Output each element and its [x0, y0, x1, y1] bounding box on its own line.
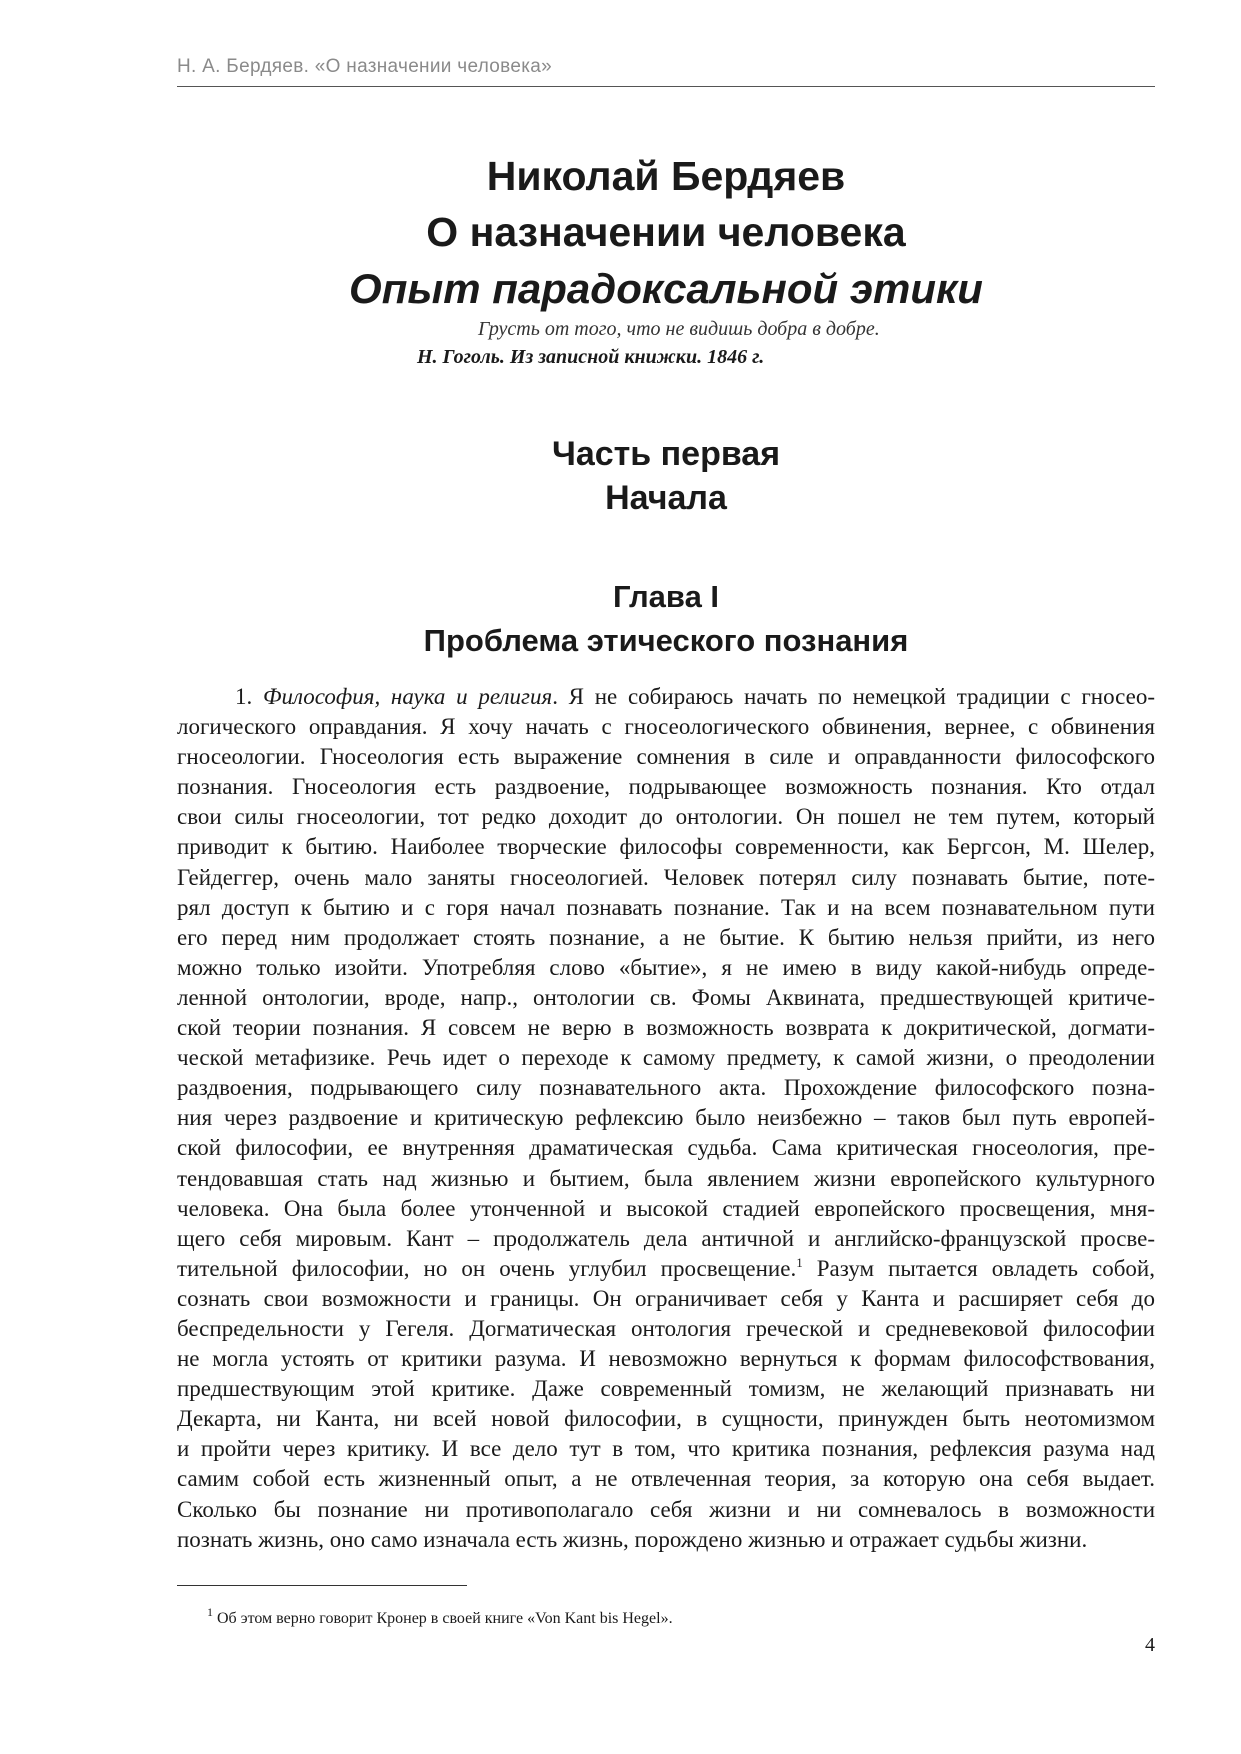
body-line: ской философии, ее внутренняя драматическая судьба. Сама критическая гносеология, пре-: [177, 1135, 1155, 1161]
chapter-name: Проблема этического познания: [423, 623, 909, 658]
body-line: раздвоения, подрывающего силу познавательного акта. Прохождение философского позна-: [177, 1075, 1155, 1101]
body-line: самим собой есть жизненный опыт, а не отвлеченная теория, за которую она себя выдает.: [177, 1466, 1155, 1492]
body-line: можно только изойти. Употребляя слово «бытие», я не имею в виду какой-нибудь опреде-: [177, 954, 1155, 980]
running-header: Н. А. Бердяев. «О назначении человека»: [177, 56, 552, 77]
body-line: тендовавшая стать над жизнью и бытием, была явлением жизни европейского культурного: [177, 1165, 1155, 1191]
body-paragraph: [177, 682, 1155, 1555]
footnote-number: 1: [207, 1605, 213, 1619]
book-subtitle: Опыт парадоксальной этики: [349, 265, 983, 312]
body-line: ской теории познания. Я совсем не верю в возможность возврата к докритической, догмати-: [177, 1015, 1155, 1041]
header-rule: [177, 86, 1155, 87]
part-label: Часть первая: [551, 435, 781, 473]
body-line: и пройти через критику. И все дело тут в том, что критика познания, рефлексия разума над: [177, 1436, 1155, 1462]
page-number: 4: [1145, 1634, 1155, 1656]
footnote: [207, 1605, 673, 1628]
section-title: Философия, наука и религия: [262, 684, 553, 709]
first-line-rest: . Я не собираюсь начать по немецкой традиции с гносео-: [552, 684, 1156, 709]
body-line: ленной онтологии, вроде, напр., онтологии св. Фомы Аквината, предшествующей критиче-: [177, 984, 1155, 1010]
body-line: Гейдеггер, очень мало заняты гносеологией. Человек потерял силу познавать бытие, поте-: [177, 864, 1155, 890]
body-line-with-footnote: [177, 1254, 1155, 1284]
body-line: Сколько бы познание ни противополагало себя жизни и ни сомневалось в возможности: [177, 1496, 1155, 1522]
author-name: Николай Бердяев: [486, 153, 846, 199]
chapter-label: Глава I: [612, 579, 720, 614]
body-line: предшествующим этой критике. Даже современный томизм, не желающий признавать ни: [177, 1376, 1155, 1402]
section-number: 1.: [235, 684, 253, 709]
body-line: сознать свои возможности и границы. Он ограничивает себя у Канта и расширяет себя до: [177, 1285, 1155, 1311]
line-text: Разум пытается овладеть собой,: [802, 1255, 1155, 1281]
body-line: Декарта, ни Канта, ни всей новой философии, в сущности, принужден быть неотомизмом: [177, 1406, 1155, 1432]
body-line: свои силы гносеологии, тот редко доходит до онтологии. Он пошел не тем путем, который: [177, 804, 1155, 830]
footnote-text: Об этом верно говорит Кронер в своей книге «Von Kant bis Hegel».: [217, 1610, 673, 1627]
title-block: [177, 148, 1155, 318]
part-name: Начала: [605, 479, 727, 517]
book-title: О назначении человека: [426, 209, 906, 255]
epigraph-text: Грусть от того, что не видишь добра в добре.: [478, 318, 880, 340]
body-line: ния через раздвоение и критическую рефлексию было неизбежно – таков был путь европей-: [177, 1105, 1155, 1131]
epigraph-attribution: Н. Гоголь. Из записной книжки. 1846 г.: [417, 346, 765, 368]
footnote-reference[interactable]: 1: [796, 1254, 803, 1270]
body-line: беспредельности у Гегеля. Догматическая онтология греческой и средневековой философии: [177, 1315, 1155, 1341]
body-line: рял доступ к бытию и с горя начал познавать познание. Так и на всем познавательном пути: [177, 894, 1155, 920]
body-line: познать жизнь, оно само изначала есть жизнь, порождено жизнью и отражает судьбы жизни.: [177, 1526, 1088, 1552]
body-line: приводит к бытию. Наиболее творческие философы современности, как Бергсон, М. Шелер,: [177, 834, 1155, 860]
body-line: ческой метафизике. Речь идет о переходе к самому предмету, к самой жизни, о преодолении: [177, 1045, 1155, 1071]
line-text: тительной философии, но он очень углубил просвещение.: [177, 1255, 797, 1281]
body-line: не могла устоять от критики разума. И невозможно вернуться к формам философствования,: [177, 1346, 1155, 1372]
body-first-line: [177, 682, 1155, 712]
body-line: его перед ним продолжает стоять познание, а не бытие. К бытию нельзя прийти, из него: [177, 924, 1155, 950]
body-line: щего себя мировым. Кант – продолжатель дела античной и английско-французской просве-: [177, 1225, 1155, 1251]
body-line: гносеологии. Гносеология есть выражение сомнения в силе и оправданности философского: [177, 744, 1155, 770]
part-heading: [177, 432, 1155, 520]
chapter-heading: [177, 575, 1155, 663]
footnote-rule: [177, 1585, 467, 1586]
body-line: познания. Гносеология есть раздвоение, подрывающее возможность познания. Кто отдал: [177, 774, 1155, 800]
body-line: человека. Она была более утонченной и высокой стадией европейского просвещения, мня-: [177, 1195, 1155, 1221]
body-line: логического оправдания. Я хочу начать с гносеологического обвинения, вернее, с обвинения: [177, 714, 1155, 740]
